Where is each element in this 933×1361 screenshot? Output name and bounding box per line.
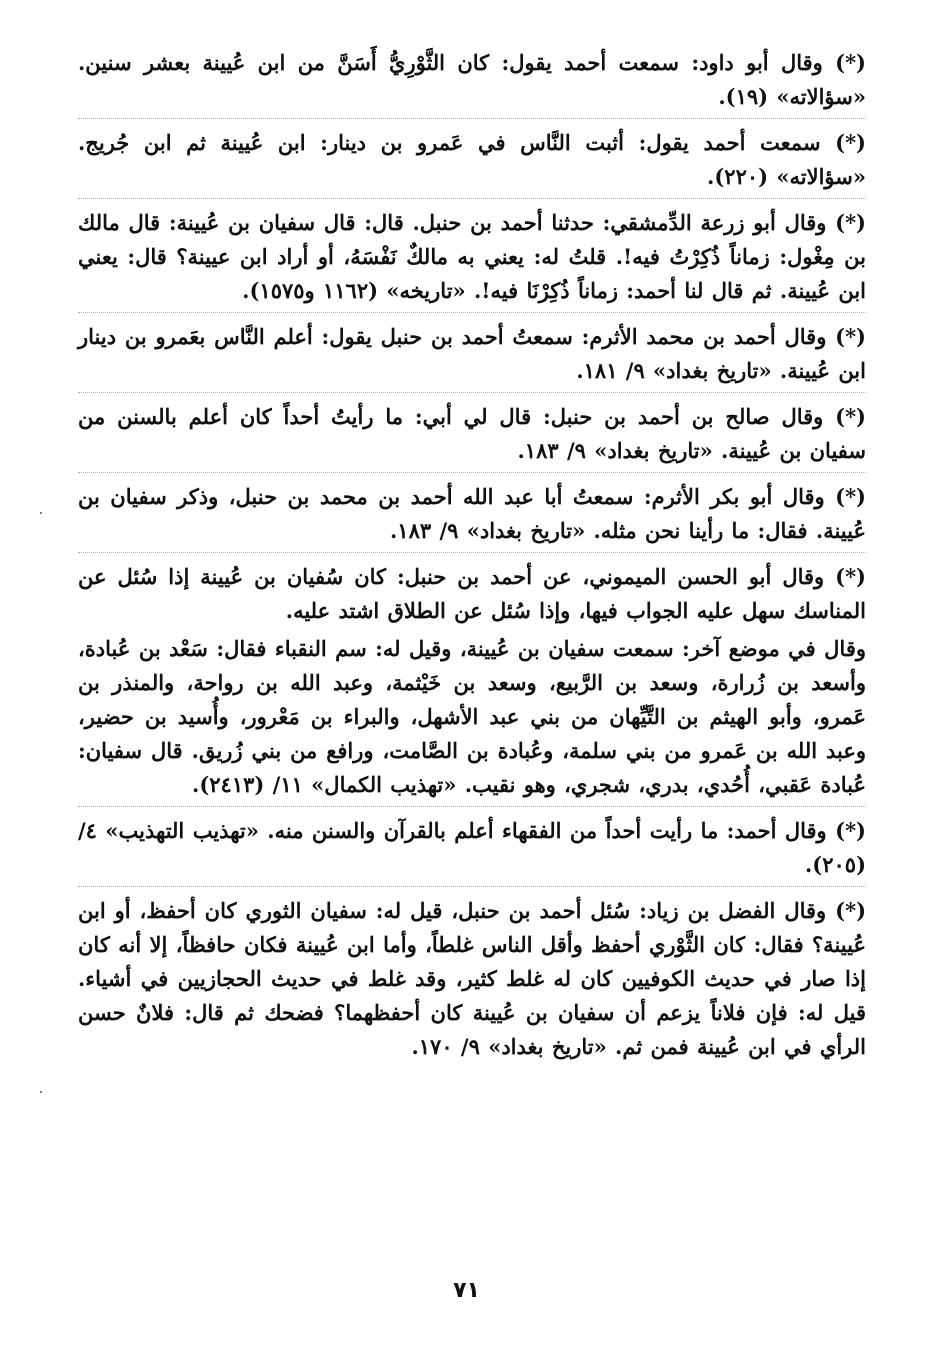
text-column (78, 46, 866, 1075)
entry-paragraph: (*) وقال الفضل بن زياد: سُئل أحمد بن حنبل، قيل له: سفيان الثوري كان أحفظ، أو ابن عُيينة؟ فقال: كان الثَّوْري أحفظ وأقل الناس غلطاً، وأما ابن عُيينة فكان حافظاً، إلا أنه كان إذا صار في حديث الكوفيين كان له غلط كثير، وقد غلط في حديث الحجازيين في أشياء. قيل له: فإن فلاناً يزعم أن سفيان بن عُيينة كان أحفظهما؟ فضحك ثم قال: فلانٌ حسن الرأي في ابن عُيينة فمن ثم. «تاريخ بغداد» ٩/ ١٧٠. (78, 898, 866, 1059)
entry-paragraph: (*) وقال أبو زرعة الدِّمشقي: حدثنا أحمد بن حنبل. قال: قال سفيان بن عُيينة: قال مالك بن مِغْول: زماناً ذُكِرْتُ فيه!. قلتُ له: يعني به مالكٌ نَفْسَهُ، أو أراد ابن عيينة؟ قال: يعني ابن عُيينة. ثم قال لنا أحمد: زماناً ذُكِرْنَا فيه!. «تاريخه» (١١٦٢ و١٥٧٥). (78, 206, 866, 313)
entry-paragraph: (*) وقال أبو داود: سمعت أحمد يقول: كان الثَّوْرِيُّ أَسَنَّ من ابن عُيينة بعشر سنين. «سؤالاته» (١٩). (78, 46, 866, 119)
entry-paragraph: (*) وقال أحمد: ما رأيت أحداً من الفقهاء أعلم بالقرآن والسنن منه. «تهذيب التهذيب» ٤/ (٢٠٥). (78, 814, 866, 887)
entry-paragraph: (*) وقال أحمد بن محمد الأثرم: سمعتُ أحمد بن حنبل يقول: أعلم النَّاس بعَمرو بن دينار ابن عُيينة. «تاريخ بغداد» ٩/ ١٨١. (78, 320, 866, 393)
entry-paragraph: (*) وقال أبو بكر الأثرم: سمعتُ أبا عبد الله أحمد بن محمد بن حنبل، وذكر سفيان بن عُيينة. فقال: ما رأينا نحن مثله. «تاريخ بغداد» ٩/ ١٨٣. (78, 480, 866, 553)
margin-speck (40, 512, 42, 514)
entry-paragraph: (*) وقال أبو الحسن الميموني، عن أحمد بن حنبل: كان سُفيان بن عُيينة إذا سُئل عن المناسك سهل عليه الجواب فيها، وإذا سُئل عن الطلاق اشتد عليه. (78, 564, 866, 623)
margin-speck (40, 1091, 42, 1093)
entry-paragraph: وقال في موضع آخر: سمعت سفيان بن عُيينة، وقيل له: سم النقباء فقال: سَعْد بن عُبادة، وأسعد بن زُرارة، وسعد بن الرَّبيع، وسعد بن خَيْثمة، وعبد الله بن رواحة، والمنذر بن عَمرو، وأبو الهيثم بن التَّيِّهان من بني عبد الأشهل، والبراء بن مَعْرور، وأُسيد بن حضير، وعبد الله بن عَمرو من بني سلمة، وعُبادة بن الصَّامت، ورافع من بني زُريق. قال سفيان: عُبادة عَقبي، أُحُدي، بدري، شجري، وهو نقيب. «تهذيب الكمال» ١١/ (٢٤١٣). (78, 632, 866, 807)
page-number: ٧١ (453, 1278, 480, 1303)
entry-paragraph: (*) سمعت أحمد يقول: أثبت النَّاس في عَمرو بن دينار: ابن عُيينة ثم ابن جُريج. «سؤالاته» (٢٢٠). (78, 126, 866, 199)
entry-paragraph: (*) وقال صالح بن أحمد بن حنبل: قال لي أبي: ما رأيتُ أحداً كان أعلم بالسنن من سفيان بن عُيينة. «تاريخ بغداد» ٩/ ١٨٣. (78, 400, 866, 473)
